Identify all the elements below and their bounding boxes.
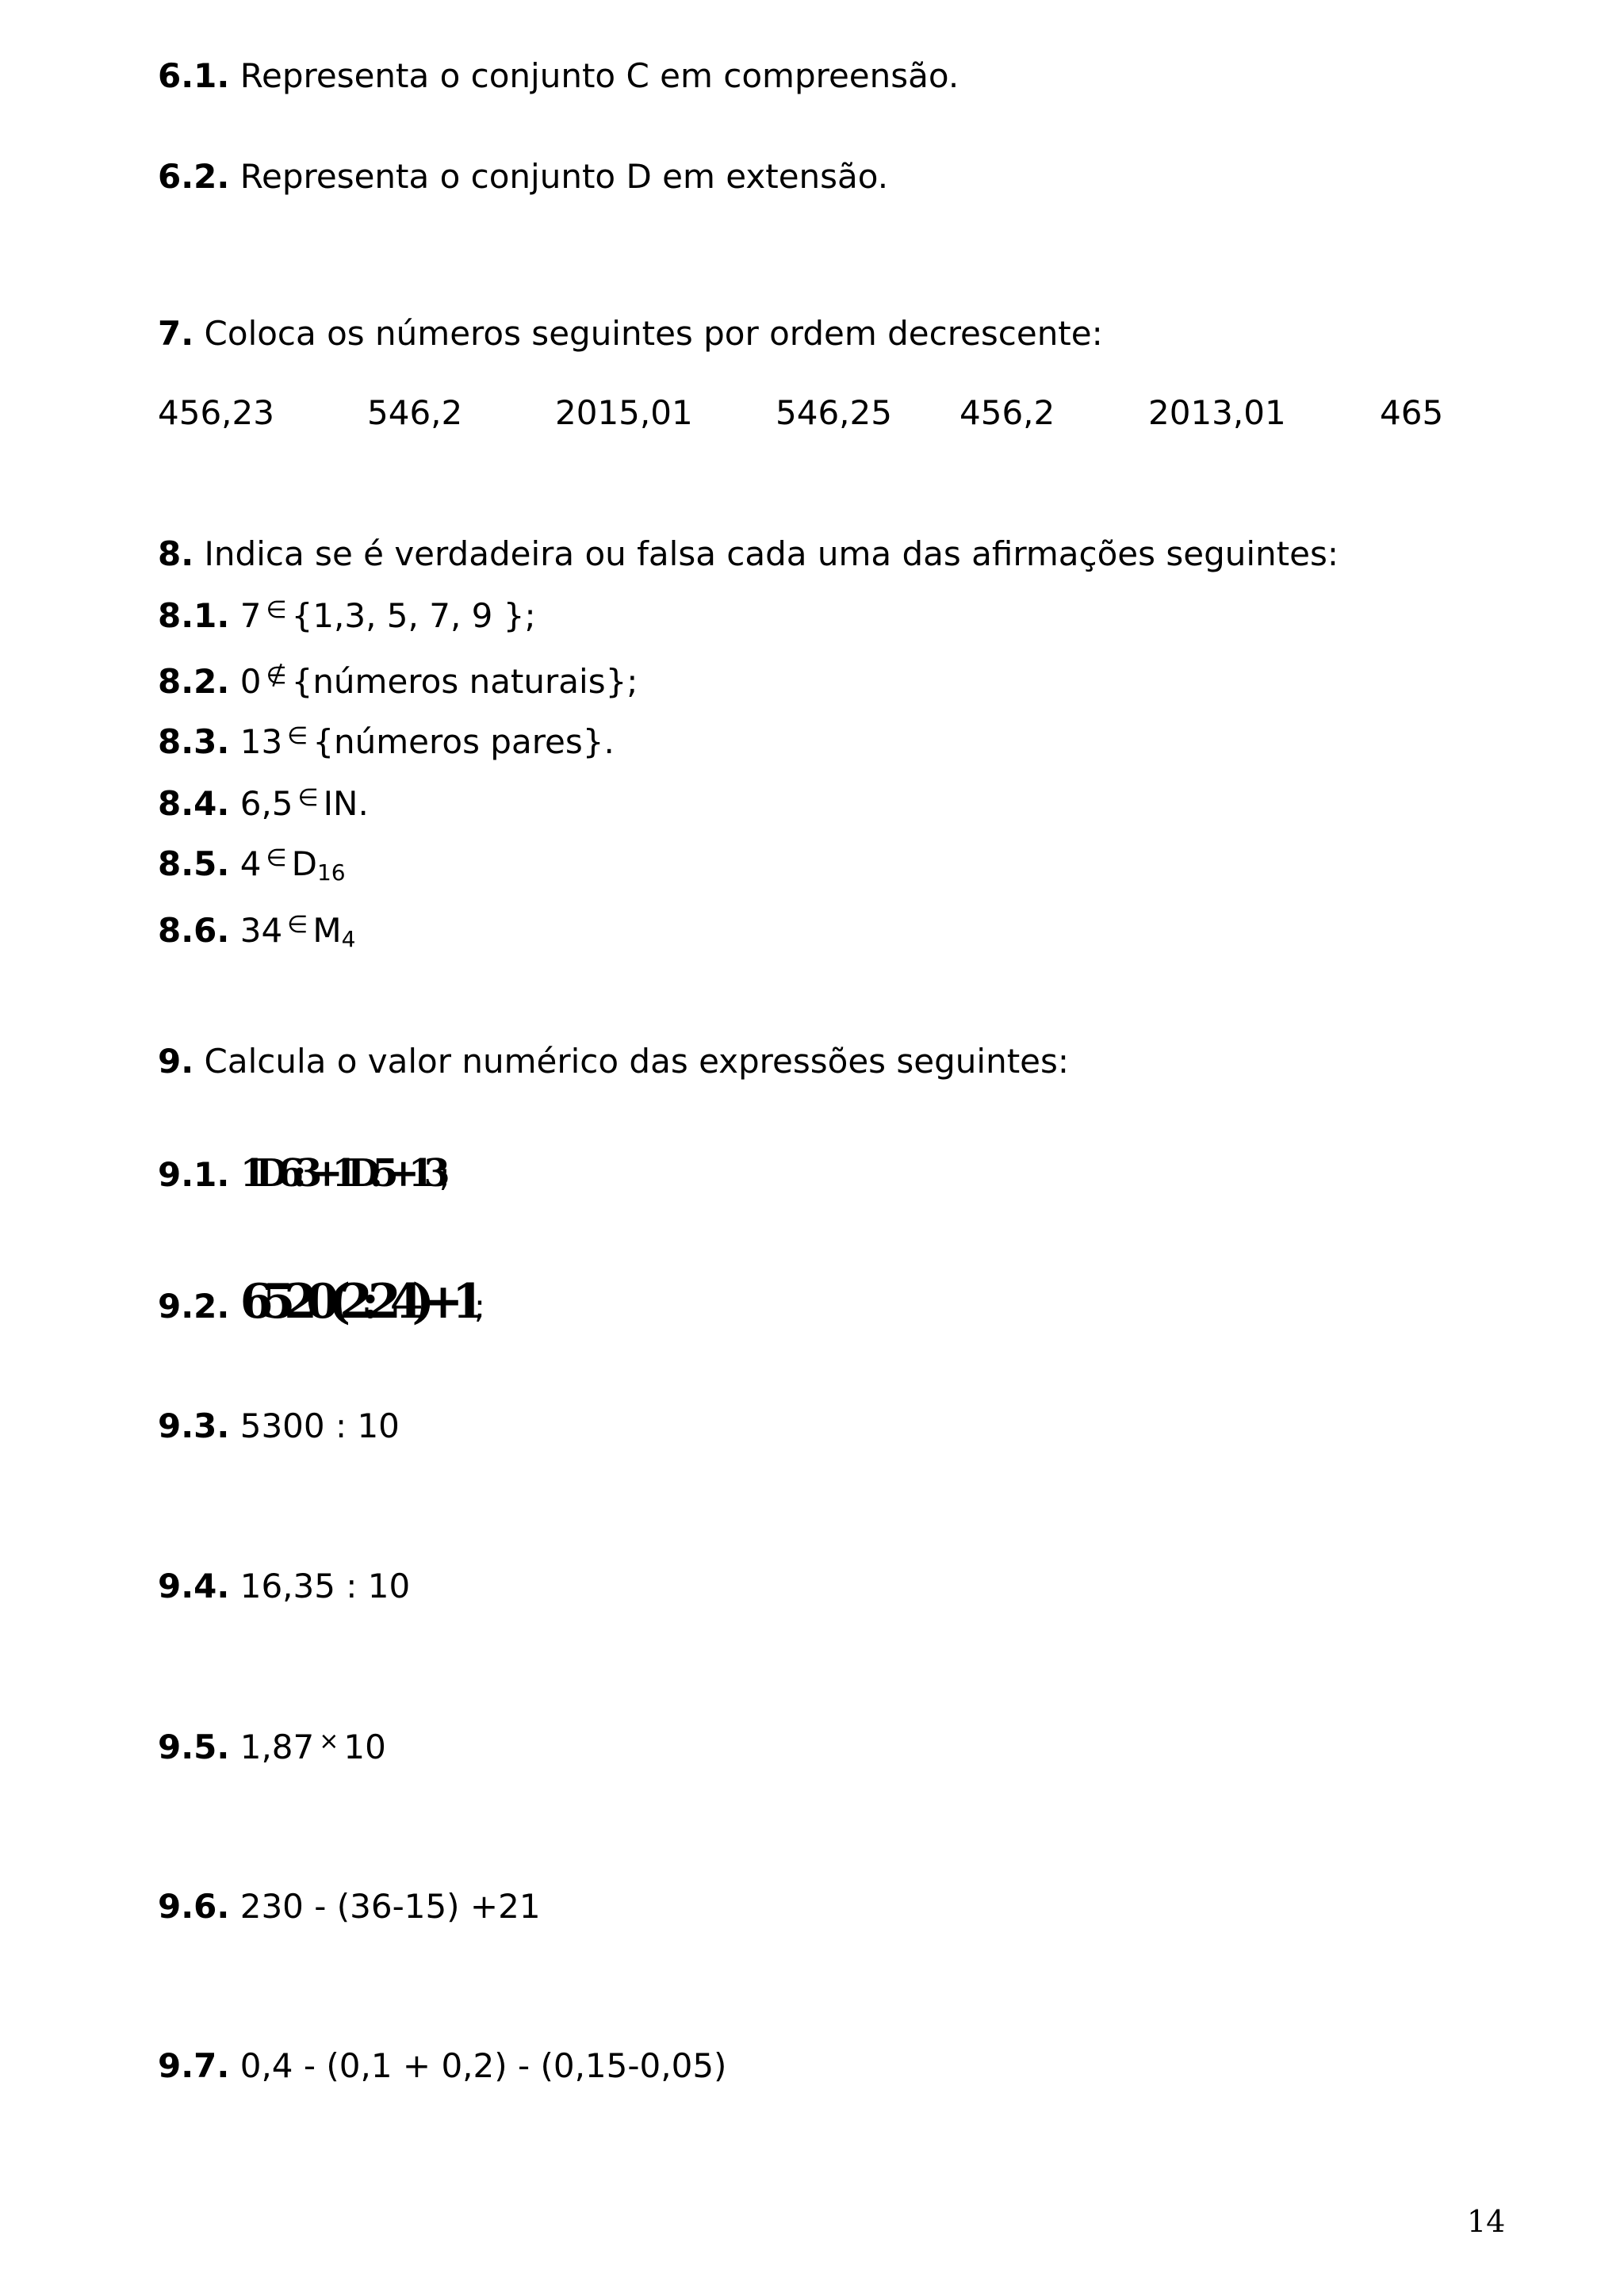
element-of-symbol: ∈ [266, 844, 287, 872]
question-6-1 [158, 56, 959, 95]
question-8-4 [158, 786, 369, 821]
question-text: Coloca os números seguintes por ordem decrescente: [204, 314, 1103, 353]
question-9 [158, 1042, 1070, 1081]
number-value: 456,2 [959, 393, 1055, 432]
question-text: Representa o conjunto D em extensão. [239, 157, 889, 196]
question-9-7 [158, 2046, 727, 2085]
question-number: 8.6. [158, 911, 230, 950]
question-number: 9.4. [158, 1567, 230, 1605]
element-of-symbol: ∈ [266, 596, 287, 624]
question-text: Representa o conjunto C em compreensão. [239, 56, 959, 95]
number-value: 546,2 [367, 393, 463, 432]
question-text: Indica se é verdadeira ou falsa cada uma das afirmações seguintes: [204, 534, 1339, 573]
question-number: 7. [158, 314, 194, 353]
element-value: 13 [239, 722, 283, 761]
subscript: 16 [316, 859, 346, 886]
subscript: 4 [341, 926, 356, 952]
question-number: 6.1. [158, 56, 230, 95]
question-9-5 [158, 1730, 386, 1764]
number-value: 465 [1380, 393, 1444, 432]
question-8-3 [158, 722, 615, 761]
question-8-1 [158, 596, 536, 635]
question-number: 9.6. [158, 1887, 230, 1926]
times-symbol: × [319, 1728, 339, 1755]
question-9-2 [158, 1274, 486, 1330]
number-value: 456,23 [158, 393, 274, 432]
question-number: 9.7. [158, 2046, 230, 2085]
element-value: 7 [239, 596, 262, 635]
question-8 [158, 534, 1339, 573]
question-9-1 [158, 1151, 450, 1196]
not-element-of-symbol: ∉ [266, 662, 287, 690]
set-value: {números pares}. [312, 722, 615, 761]
element-value: 34 [239, 911, 283, 950]
set-value: M [312, 911, 342, 950]
set-value: {1,3, 5, 7, 9 }; [291, 596, 536, 635]
set-value: IN. [323, 784, 369, 823]
question-7 [158, 314, 1103, 353]
expression-text: 5300 : 10 [239, 1406, 400, 1445]
question-6-2 [158, 157, 889, 196]
question-number: 8.3. [158, 722, 230, 761]
expression-image: 1D6:3+1D:5+13 [239, 1151, 439, 1196]
question-9-4 [158, 1567, 411, 1605]
question-8-5 [158, 844, 346, 886]
number-value: 2013,01 [1148, 393, 1286, 432]
expression-end: ; [439, 1155, 450, 1194]
question-number: 8.5. [158, 844, 230, 883]
question-number: 9.2. [158, 1287, 230, 1326]
question-number: 8.4. [158, 784, 230, 823]
expression-text: 0,4 - (0,1 + 0,2) - (0,15-0,05) [239, 2046, 727, 2085]
number-value: 546,25 [776, 393, 892, 432]
set-value: D [291, 844, 317, 883]
set-value: {números naturais}; [291, 662, 638, 701]
element-value: 4 [239, 844, 262, 883]
question-9-6 [158, 1887, 541, 1926]
page-number: 14 [1467, 2204, 1506, 2239]
question-number: 9.5. [158, 1728, 230, 1766]
question-number: 6.2. [158, 157, 230, 196]
element-value: 6,5 [239, 784, 293, 823]
element-value: 0 [239, 662, 262, 701]
expression-image: 6520(2:24)+1 [239, 1274, 474, 1330]
question-number: 9.1. [158, 1155, 230, 1194]
expression-right: 10 [343, 1728, 386, 1766]
expression-end: ; [473, 1287, 486, 1326]
question-text: Calcula o valor numérico das expressões seguintes: [204, 1042, 1070, 1081]
question-number: 8. [158, 534, 194, 573]
question-number: 9.3. [158, 1406, 230, 1445]
element-of-symbol: ∈ [287, 911, 308, 939]
question-9-3 [158, 1406, 400, 1445]
question-8-2 [158, 662, 638, 701]
element-of-symbol: ∈ [297, 784, 319, 812]
number-value: 2015,01 [555, 393, 693, 432]
expression-text: 16,35 : 10 [239, 1567, 411, 1605]
expression-left: 1,87 [239, 1728, 315, 1766]
question-number: 8.1. [158, 596, 230, 635]
expression-text: 230 - (36-15) +21 [239, 1887, 541, 1926]
element-of-symbol: ∈ [287, 722, 308, 750]
question-8-6 [158, 913, 355, 951]
question-number: 9. [158, 1042, 194, 1081]
question-number: 8.2. [158, 662, 230, 701]
